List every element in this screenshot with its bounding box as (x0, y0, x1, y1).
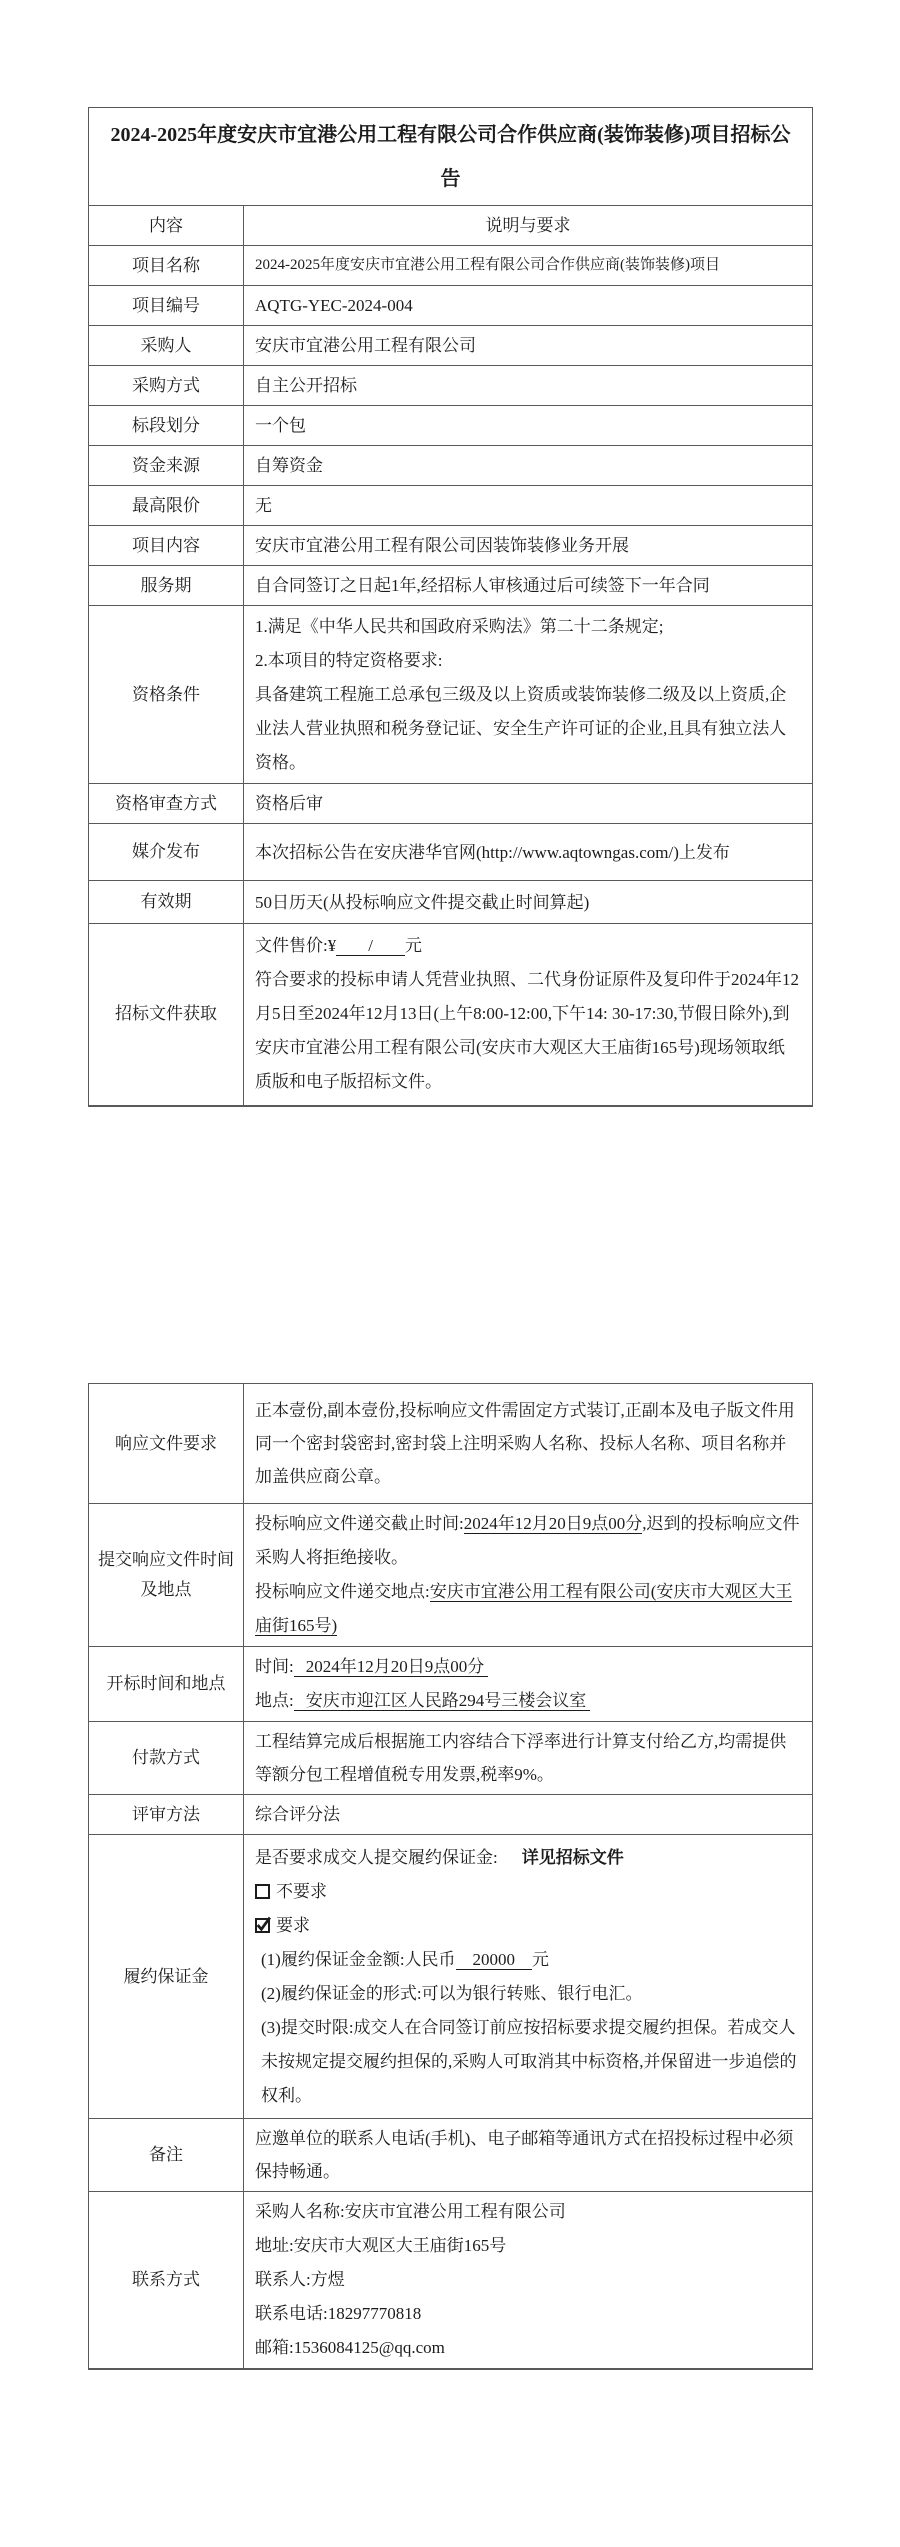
submission-deadline-line (255, 1507, 801, 1575)
bond-option-yes-line (255, 1909, 801, 1943)
opening-time-label: 时间: (255, 1657, 294, 1676)
submission-value (244, 1504, 813, 1647)
qualification-p1: 1.满足《中华人民共和国政府采购法》第二十二条规定; (255, 616, 664, 636)
qualification-label: 资格条件 (89, 606, 244, 784)
content-value: 安庆市宜港公用工程有限公司因装饰装修业务开展 (244, 526, 813, 566)
opening-place-label: 地点: (255, 1691, 294, 1710)
sections-label: 标段划分 (89, 406, 244, 446)
opening-place-value: 安庆市迎江区人民路294号三楼会议室 (294, 1691, 591, 1711)
row-project-no (89, 286, 813, 326)
opening-time-value: 2024年12月20日9点00分 (294, 1657, 489, 1677)
contact-name: 采购人名称:安庆市宜港公用工程有限公司 (255, 2202, 566, 2221)
bond-item2-line: (2)履约保证金的形式:可以为银行转账、银行电汇。 (261, 1983, 643, 2003)
funds-value: 自筹资金 (244, 446, 813, 486)
submission-place-line (255, 1575, 801, 1643)
row-qualification (89, 606, 813, 784)
row-project-name (89, 246, 813, 286)
doc-obtain-label: 招标文件获取 (89, 924, 244, 1106)
evaluation-label: 评审方法 (89, 1795, 244, 1835)
method-value: 自主公开招标 (244, 366, 813, 406)
row-title (89, 108, 813, 206)
response-doc-value: 正本壹份,副本壹份,投标响应文件需固定方式装订,正副本及电子版文件用同一个密封袋密封,密封袋上注明采购人名称、投标人名称、项目名称并加盖供应商公章。 (244, 1384, 813, 1504)
doc-obtain-body: 符合要求的投标申请人凭营业执照、二代身份证原件及复印件于2024年12月5日至2024年12月13日(上午8:00-12:00,下午14: 30-17:30,节假日除外),到安庆市宜港公用工程有限公司(安庆市大观区大王庙街165号)现场领取纸质版和电子版招标文件。 (255, 970, 799, 1092)
qualification-p3: 具备建筑工程施工总承包三级及以上资质或装饰装修二级及以上资质,企业法人营业执照和税务登记证、安全生产许可证的企业,且具有独立法人资格。 (255, 684, 787, 772)
payment-value: 工程结算完成后根据施工内容结合下浮率进行计算支付给乙方,均需提供等额分包工程增值税专用发票,税率9%。 (244, 1722, 813, 1795)
purchaser-label: 采购人 (89, 326, 244, 366)
row-evaluation (89, 1795, 813, 1835)
row-response-doc (89, 1384, 813, 1504)
bond-item1-line (255, 1943, 801, 1977)
header-content-label: 内容 (89, 206, 244, 246)
payment-label: 付款方式 (89, 1722, 244, 1795)
checkbox-checked-icon (255, 1918, 270, 1933)
remarks-value: 应邀单位的联系人电话(手机)、电子邮箱等通讯方式在招投标过程中必须保持畅通。 (244, 2119, 813, 2192)
doc-obtain-value (244, 924, 813, 1106)
header-desc-label: 说明与要求 (244, 206, 813, 246)
bond-option-no-line (255, 1875, 801, 1909)
bond-option-no: 不要求 (276, 1881, 327, 1901)
bond-option-yes: 要求 (276, 1915, 310, 1935)
contact-phone: 联系电话:18297770818 (255, 2304, 422, 2323)
row-validity (89, 881, 813, 924)
contact-email: 邮箱:1536084125@qq.com (255, 2338, 445, 2357)
submission-deadline-prefix: 投标响应文件递交截止时间: (255, 1514, 464, 1533)
opening-value (244, 1647, 813, 1722)
tender-notice-table-page1 (88, 107, 813, 1107)
opening-time-line (255, 1650, 801, 1684)
row-doc-obtain (89, 924, 813, 1106)
bond-item1-amount: 20000 (456, 1950, 533, 1970)
method-label: 采购方式 (89, 366, 244, 406)
row-content (89, 526, 813, 566)
row-performance-bond (89, 1835, 813, 2119)
bond-item1-suffix: 元 (532, 1949, 550, 1969)
content-label: 项目内容 (89, 526, 244, 566)
doc-price-line (255, 929, 801, 963)
project-no-value: AQTG-YEC-2024-004 (244, 286, 813, 326)
submission-deadline-suffix: ,迟到的投标响应文件采购人将拒绝接收。 (255, 1514, 800, 1567)
funds-label: 资金来源 (89, 446, 244, 486)
purchaser-value: 安庆市宜港公用工程有限公司 (244, 326, 813, 366)
opening-label: 开标时间和地点 (89, 1647, 244, 1722)
doc-price-unit: 元 (404, 936, 422, 956)
review-method-label: 资格审查方式 (89, 784, 244, 824)
row-opening (89, 1647, 813, 1722)
media-value: 本次招标公告在安庆港华官网(http://www.aqtowngas.com/)上发布 (244, 824, 813, 881)
sections-value: 一个包 (244, 406, 813, 446)
submission-deadline-time: 2024年12月20日9点00分 (463, 1514, 643, 1533)
qualification-value (244, 606, 813, 784)
row-review-method (89, 784, 813, 824)
row-media (89, 824, 813, 881)
max-price-label: 最高限价 (89, 486, 244, 526)
row-funds (89, 446, 813, 486)
tender-notice-table-page2 (88, 1383, 813, 2370)
media-label: 媒介发布 (89, 824, 244, 881)
max-price-value: 无 (244, 486, 813, 526)
validity-value: 50日历天(从投标响应文件提交截止时间算起) (244, 881, 813, 924)
bond-question: 是否要求成交人提交履约保证金: (255, 1847, 498, 1867)
doc-price-slash: / (368, 936, 373, 956)
evaluation-value: 综合评分法 (244, 1795, 813, 1835)
contact-value (244, 2192, 813, 2370)
checkbox-unchecked-icon (255, 1884, 270, 1899)
qualification-p2: 2.本项目的特定资格要求: (255, 650, 443, 670)
response-doc-label: 响应文件要求 (89, 1384, 244, 1504)
bond-item3-line: (3)提交时限:成交人在合同签订前应按招标要求提交履约担保。若成交人未按规定提交履约担保的,采购人可取消其中标资格,并保留进一步追偿的权利。 (261, 2017, 797, 2105)
row-method (89, 366, 813, 406)
performance-bond-label: 履约保证金 (89, 1835, 244, 2119)
contact-person: 联系人:方煜 (255, 2270, 345, 2289)
submission-place-prefix: 投标响应文件递交地点: (255, 1582, 430, 1601)
row-submission (89, 1504, 813, 1647)
project-name-label: 项目名称 (89, 246, 244, 286)
bond-question-answer: 详见招标文件 (521, 1847, 624, 1867)
project-name-value: 2024-2025年度安庆市宜港公用工程有限公司合作供应商(装饰装修)项目 (244, 246, 813, 286)
submission-label: 提交响应文件时间及地点 (89, 1504, 244, 1647)
row-max-price (89, 486, 813, 526)
project-no-label: 项目编号 (89, 286, 244, 326)
submission-place-value: 安庆市宜港公用工程有限公司(安庆市大观区大王庙街165号) (255, 1582, 793, 1635)
row-payment (89, 1722, 813, 1795)
bond-question-line (255, 1841, 801, 1875)
review-method-value: 资格后审 (244, 784, 813, 824)
notice-title: 2024-2025年度安庆市宜港公用工程有限公司合作供应商(装饰装修)项目招标公告 (89, 108, 813, 206)
row-purchaser (89, 326, 813, 366)
bond-item1-prefix: (1)履约保证金金额:人民币 (261, 1949, 456, 1969)
service-period-label: 服务期 (89, 566, 244, 606)
row-contact (89, 2192, 813, 2370)
doc-price-prefix: 文件售价:¥ (255, 936, 337, 956)
doc-price-blank-line (336, 936, 405, 956)
remarks-label: 备注 (89, 2119, 244, 2192)
opening-place-line (255, 1684, 801, 1718)
row-sections (89, 406, 813, 446)
contact-label: 联系方式 (89, 2192, 244, 2370)
contact-address: 地址:安庆市大观区大王庙街165号 (255, 2236, 507, 2255)
row-remarks (89, 2119, 813, 2192)
row-service-period (89, 566, 813, 606)
validity-label: 有效期 (89, 881, 244, 924)
performance-bond-value (244, 1835, 813, 2119)
row-table-header (89, 206, 813, 246)
service-period-value: 自合同签订之日起1年,经招标人审核通过后可续签下一年合同 (244, 566, 813, 606)
